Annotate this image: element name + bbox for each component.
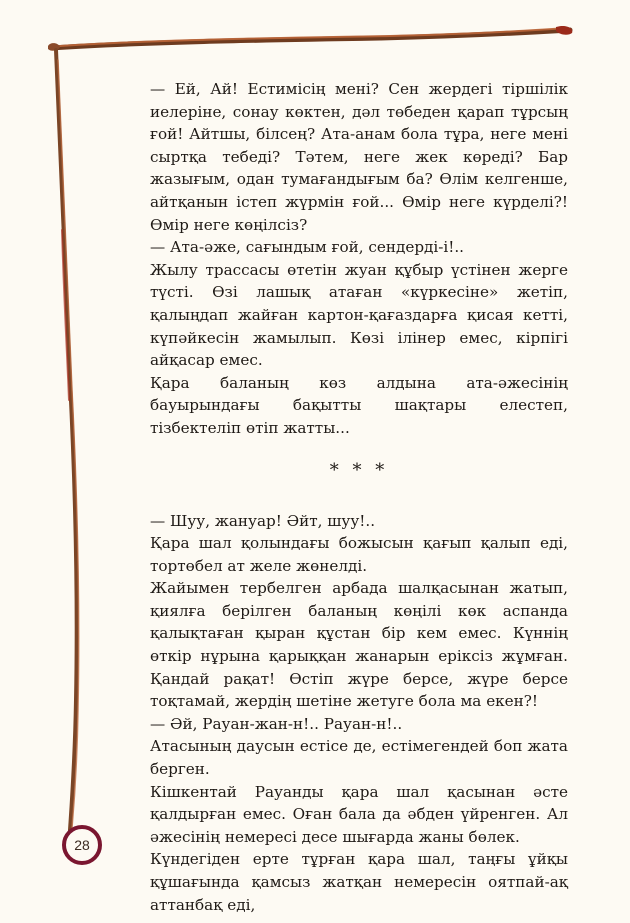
section-separator: * * * — [329, 459, 389, 481]
paragraph-3: Жылу трассасы өтетін жуан құбыр үстінен жерге түсті. Өзі лашық атаған «күркесіне» жетіп, қалыңдап жайған картон-қағаздарға қисая кетті, күпәйкесін жамылып. Көзі ілінер емес, кірпігі айқасар емес. — [150, 260, 568, 370]
paragraph-1: — Ей, Ай! Естимісің мені? Сен жердегі тіршілік иелеріне, сонау көктен, дәл төбеден қарап тұрсың ғой! Айтшы, білсең? Ата-анам бола тұра, неге мені сыртқа тебеді? Тәтем, неге жек көреді? Бар жазығым, одан тумағандығым ба? Өлім келгенше, айтқанын істеп жүрмін ғой... Өмір неге күрделі?! Өмір неге көңілсіз? — [150, 80, 568, 234]
paragraph-9: Атасының даусын естісе де, естімегендей боп жата берген. — [150, 737, 568, 779]
paragraph-7: Жайымен тербелген арбада шалқасынан жатып, қиялға берілген баланың көңілі көк аспанда қалықтаған қыран құстан бір кем емес. Күннің өткір нұрына қарыққан жанарын еріксіз жұмған. Қандай рақат! Өстіп жүре берсе, жүре берсе тоқтамай, жердің шетіне жетуге бола ма екен?! — [150, 579, 568, 711]
paragraph-11: Күндегіден ерте тұрған қара шал, таңғы ұйқы құшағында қамсыз жатқан немересін оятпай-ақ аттанбақ еді, — [150, 850, 568, 914]
paragraph-10: Кішкентай Рауанды қара шал қасынан әсте қалдырған емес. Оған бала да әбден үйренген. Ал әжесінің немересі десе шығарда жаны бөлек. — [150, 782, 568, 846]
paragraph-8: — Әй, Рауан-жан-н!.. Рауан-н!.. — [150, 714, 403, 733]
paragraph-4: Қара баланың көз алдына ата-әжесінің бауырындағы бақытты шақтары елестеп, тізбектеліп өтіп жатты... — [150, 373, 568, 437]
body-text — [150, 78, 568, 916]
top-stick-tip — [556, 26, 572, 35]
paragraph-5: — Шуу, жануар! Әйт, шуу!.. — [150, 511, 376, 530]
paragraph-2: — Ата-әже, сағындым ғой, сендерді-і!.. — [150, 238, 465, 257]
paragraph-6: Қара шал қолындағы божысын қағып қалып еді, тортөбел ат желе жөнелді. — [150, 534, 568, 575]
page-number: 28 — [74, 837, 90, 853]
